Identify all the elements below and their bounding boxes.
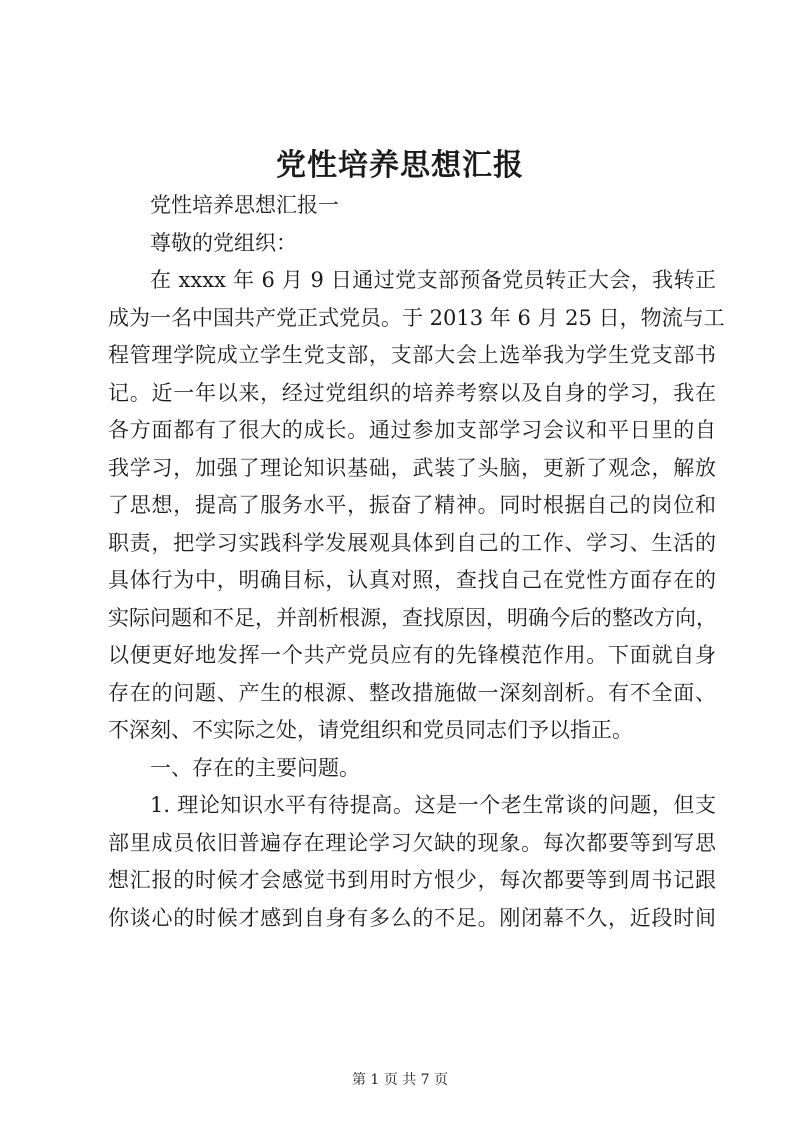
- page-footer: 第 1 页 共 7 页: [351, 1072, 449, 1088]
- text-line: 具体行为中，明确目标，认真对照，查找自己在党性方面存在的: [108, 568, 716, 592]
- text-line: 了思想，提高了服务水平，振奋了精神。同时根据自己的岗位和: [108, 493, 716, 517]
- text-line: 各方面都有了很大的成长。通过参加支部学习会议和平日里的自: [108, 418, 716, 442]
- text-line: 不深刻、不实际之处，请党组织和党员同志们予以指正。: [108, 718, 633, 742]
- text-line: 程管理学院成立学生党支部，支部大会上选举我为学生党支部书: [108, 343, 716, 367]
- text-line: 实际问题和不足，并剖析根源，查找原因，明确今后的整改方向，: [108, 605, 717, 630]
- text-line: 想汇报的时候才会感觉书到用时方恨少，每次都要等到周书记跟: [108, 868, 716, 892]
- text-line: 存在的问题、产生的根源、整改措施做一深刻剖析。有不全面、: [108, 680, 716, 705]
- text-line: 你谈心的时候才感到自身有多么的不足。刚闭幕不久，近段时间: [108, 905, 716, 930]
- text-line: 记。近一年以来，经过党组织的培养考察以及自身的学习，我在: [108, 380, 716, 405]
- text-line: 在 xxxx 年 6 月 9 日通过党支部预备党员转正大会，我转正: [150, 268, 716, 292]
- text-line: 党性培养思想汇报一: [150, 193, 339, 217]
- document-title: 党性培养思想汇报: [276, 148, 524, 183]
- text-line: 一、存在的主要问题。: [150, 755, 360, 780]
- text-line: 职责，把学习实践科学发展观具体到自己的工作、学习、生活的: [108, 530, 716, 555]
- text-line: 1. 理论知识水平有待提高。这是一个老生常谈的问题，但支: [150, 793, 716, 817]
- text-line: 部里成员依旧普遍存在理论学习欠缺的现象。每次都要等到写思: [108, 830, 716, 855]
- text-line: 我学习，加强了理论知识基础，武装了头脑，更新了观念，解放: [108, 455, 716, 480]
- document-body: [108, 187, 725, 937]
- text-line: 尊敬的党组织：: [150, 230, 297, 255]
- text-line: 以便更好地发挥一个共产党员应有的先锋模范作用。下面就自身: [108, 643, 716, 667]
- text-line: 成为一名中国共产党正式党员。于 2013 年 6 月 25 日，物流与工: [108, 305, 725, 330]
